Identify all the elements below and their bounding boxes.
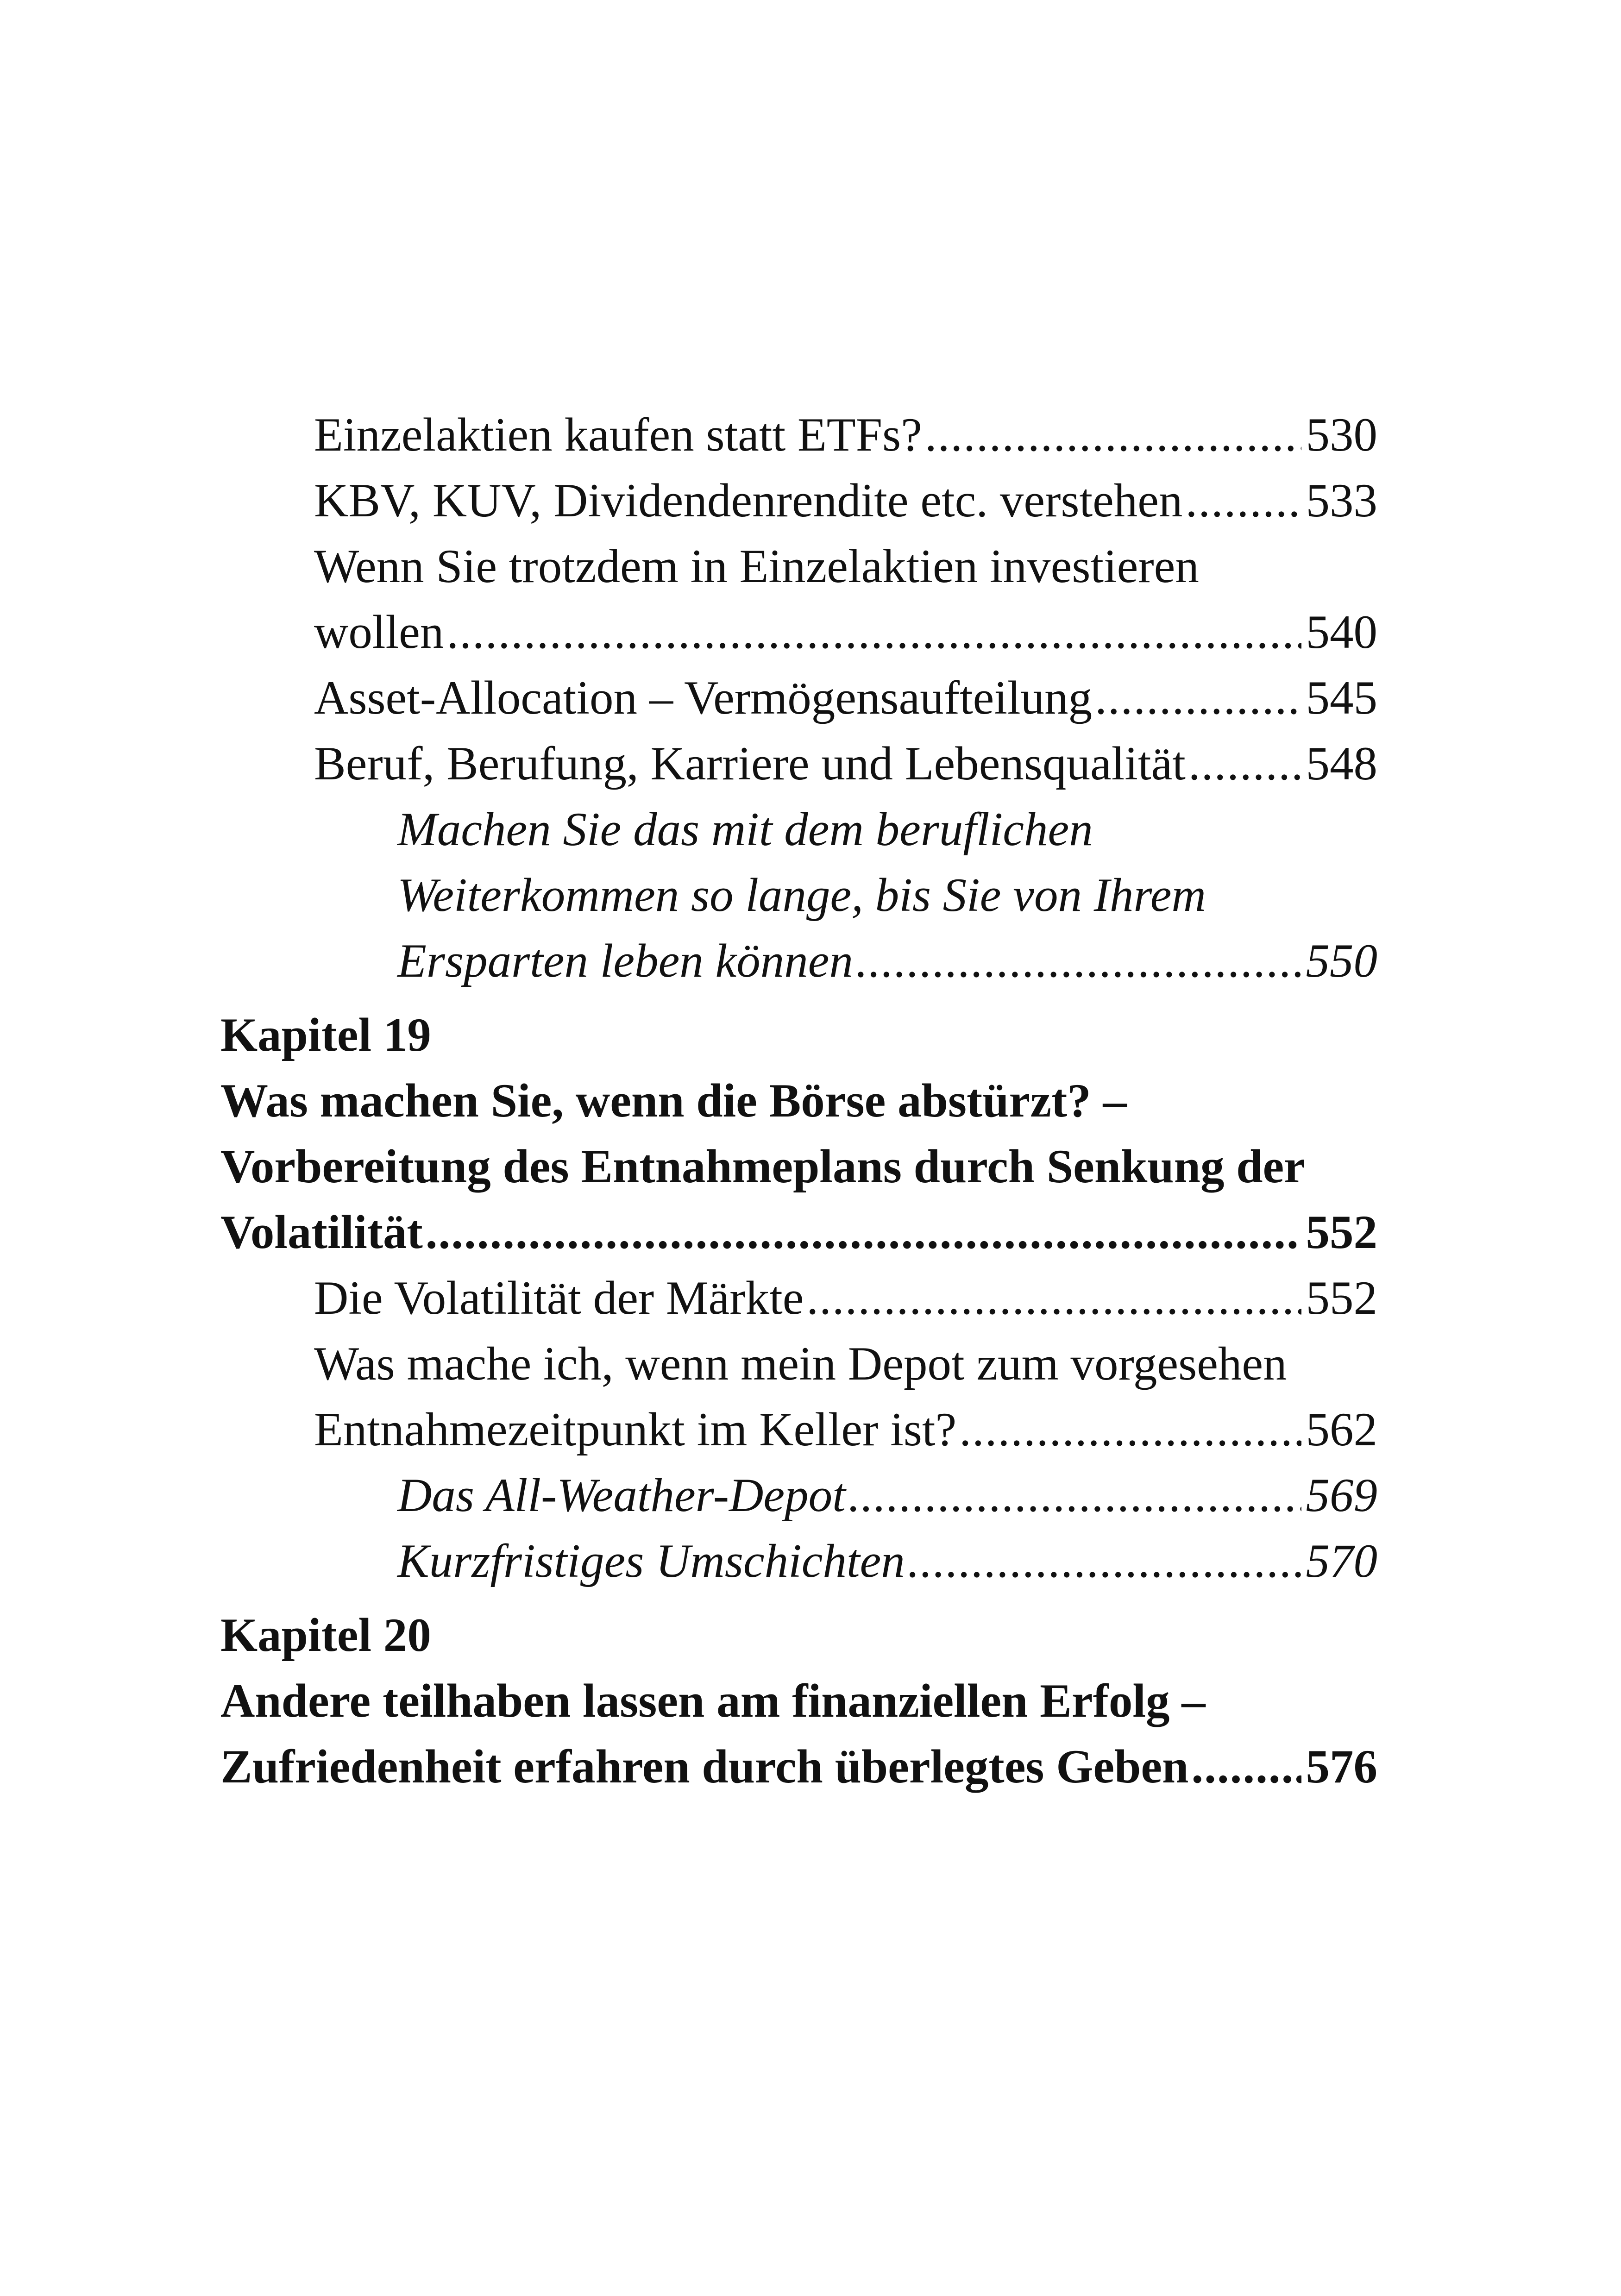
entry-title: Beruf, Berufung, Karriere und Lebensqualität <box>314 737 1186 790</box>
entry-title-line: Wenn Sie trotzdem in Einzelaktien investieren <box>314 540 1199 593</box>
toc-chapter-19[interactable] <box>220 1002 1377 1265</box>
toc-entry-asset-allocation[interactable] <box>220 665 1377 731</box>
toc-entry-einzelaktien-etfs[interactable] <box>220 402 1377 468</box>
page-number: 533 <box>1306 474 1377 527</box>
toc-entry-all-weather-depot[interactable] <box>220 1462 1377 1528</box>
page-number: 548 <box>1306 737 1377 790</box>
entry-title-line: Entnahmezeitpunkt im Keller ist? <box>314 1403 957 1456</box>
entry-title-line: Was mache ich, wenn mein Depot zum vorgesehen <box>314 1337 1287 1390</box>
chapter-title-line: Andere teilhaben lassen am finanziellen Erfolg – <box>220 1675 1206 1727</box>
page-number: 545 <box>1306 671 1377 724</box>
dot-leader <box>446 599 1301 665</box>
chapter-title-line: Volatilität <box>220 1206 423 1259</box>
chapter-title-line: Vorbereitung des Entnahmeplans durch Senkung der <box>220 1140 1305 1193</box>
dot-leader <box>426 1199 1301 1265</box>
toc-entry-kbv-kuv[interactable] <box>220 468 1377 533</box>
toc-entry-kurzfristiges-umschichten[interactable] <box>220 1528 1377 1594</box>
dot-leader <box>1095 665 1301 731</box>
entry-title: Einzelaktien kaufen statt ETFs? <box>314 408 922 461</box>
page-number: 552 <box>1306 1206 1377 1259</box>
toc-entry-beruflich-weiterkommen[interactable] <box>220 797 1377 994</box>
entry-title-line: wollen <box>314 606 444 659</box>
dot-leader <box>1188 731 1301 797</box>
entry-title-line: Ersparten leben können <box>397 935 853 987</box>
chapter-title-line: Zufriedenheit erfahren durch überlegtes Geben <box>220 1740 1189 1793</box>
page-number: 576 <box>1306 1740 1377 1793</box>
entry-title: Das All-Weather-Depot <box>397 1469 846 1522</box>
page-number: 530 <box>1306 408 1377 461</box>
page-number: 540 <box>1306 606 1377 659</box>
dot-leader <box>806 1265 1301 1331</box>
dot-leader <box>848 1462 1301 1528</box>
dot-leader <box>908 1528 1301 1594</box>
chapter-title-line: Was machen Sie, wenn die Börse abstürzt? – <box>220 1074 1127 1127</box>
dot-leader <box>856 928 1301 994</box>
toc-entry-einzelaktien-investieren[interactable] <box>220 533 1377 665</box>
entry-title: Asset-Allocation – Vermögensaufteilung <box>314 671 1093 724</box>
page-number: 552 <box>1306 1272 1377 1324</box>
entry-title: Die Volatilität der Märkte <box>314 1272 804 1324</box>
table-of-contents <box>220 402 1377 1800</box>
toc-entry-beruf-berufung[interactable] <box>220 731 1377 797</box>
page-number: 550 <box>1306 935 1377 987</box>
dot-leader <box>1191 1734 1301 1800</box>
dot-leader <box>959 1397 1301 1462</box>
dot-leader <box>925 402 1301 468</box>
chapter-label: Kapitel 19 <box>220 1009 431 1061</box>
toc-entry-depot-keller[interactable] <box>220 1331 1377 1462</box>
dot-leader <box>1186 468 1301 533</box>
entry-title-line: Weiterkommen so lange, bis Sie von Ihrem <box>397 869 1206 922</box>
page-number: 570 <box>1306 1535 1377 1587</box>
chapter-label: Kapitel 20 <box>220 1609 431 1662</box>
toc-entry-volatilitaet-maerkte[interactable] <box>220 1265 1377 1331</box>
page-number: 569 <box>1306 1469 1377 1522</box>
page-number: 562 <box>1306 1403 1377 1456</box>
entry-title: Kurzfristiges Umschichten <box>397 1535 905 1587</box>
entry-title: KBV, KUV, Dividendenrendite etc. verstehen <box>314 474 1183 527</box>
entry-title-line: Machen Sie das mit dem beruflichen <box>397 803 1093 856</box>
toc-chapter-20[interactable] <box>220 1602 1377 1800</box>
